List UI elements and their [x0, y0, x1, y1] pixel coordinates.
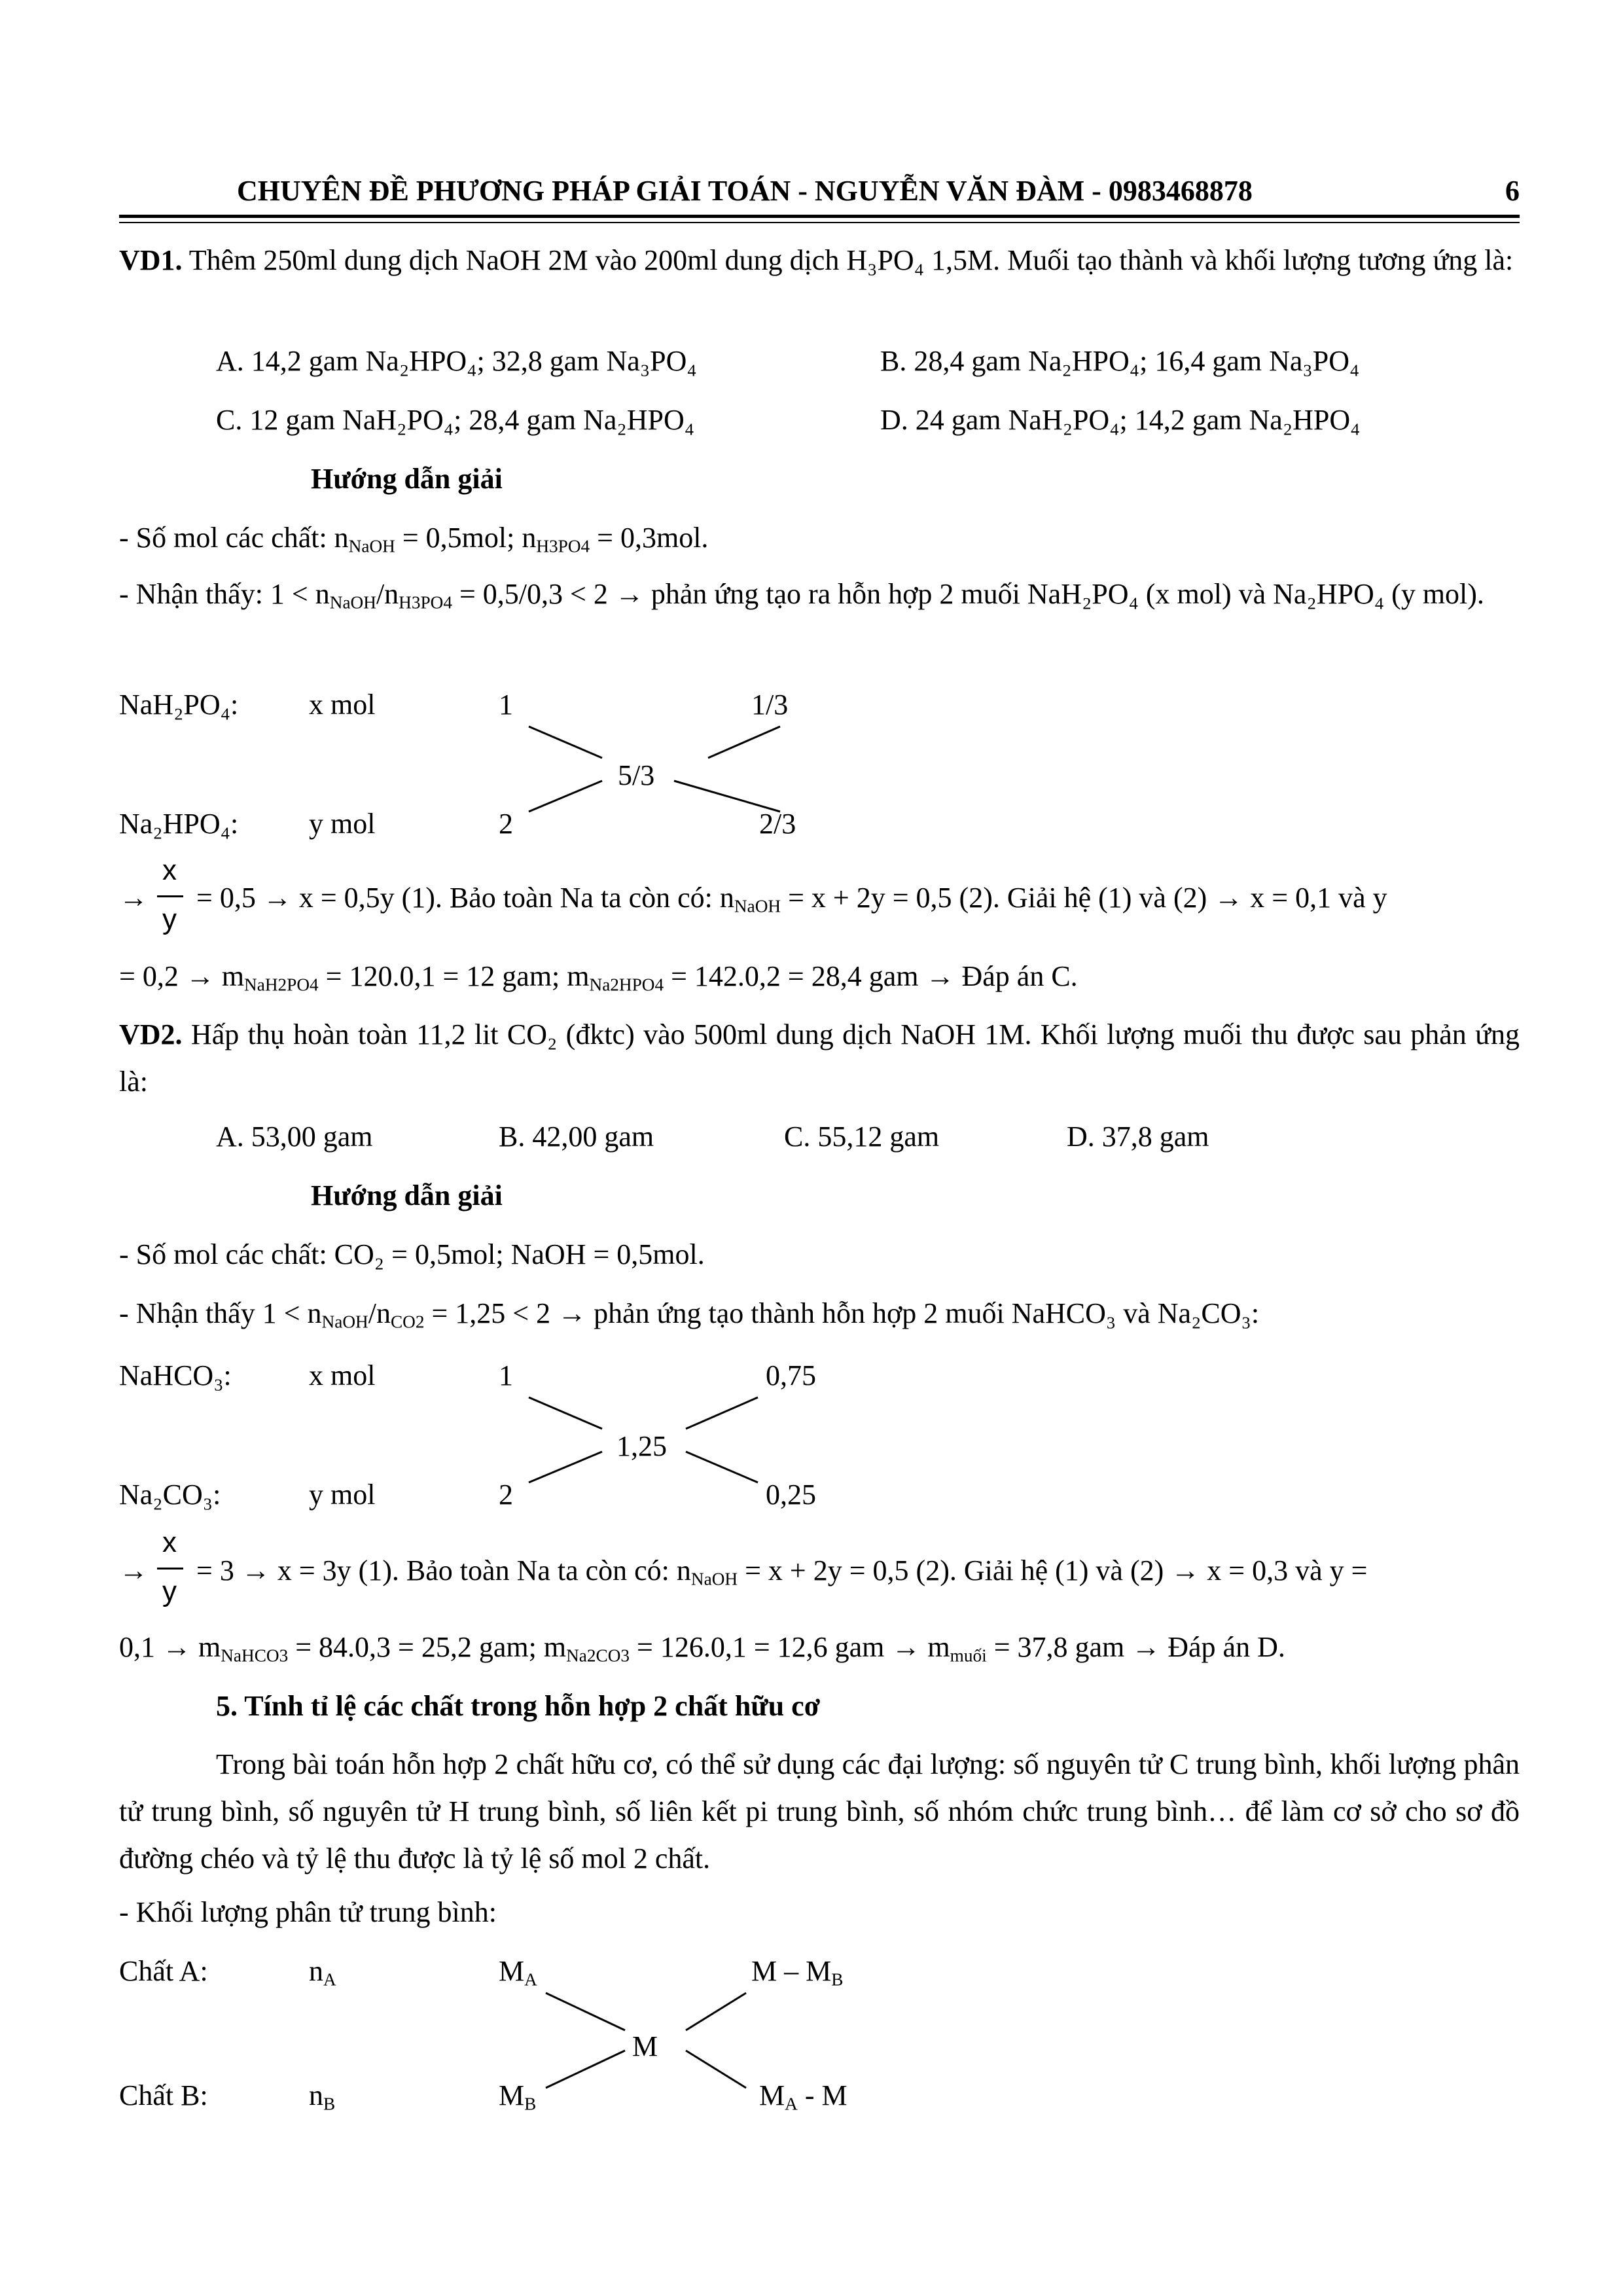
vd1-label: VD1.	[119, 244, 183, 276]
section5-title: 5. Tính tỉ lệ các chất trong hỗn hợp 2 chất hữu cơ	[216, 1690, 821, 1722]
s5-line-top-right	[686, 1993, 746, 2030]
vd1-line-bottom-left	[529, 781, 602, 812]
vd1-bottom-name: Na₂HPO₄:	[119, 808, 239, 840]
vd2-top-diff: 0,75	[766, 1359, 816, 1391]
vd2-option-b: B. 42,00 gam	[499, 1121, 654, 1153]
vd2-line-top-left	[529, 1397, 602, 1429]
vd2-question	[119, 1011, 1520, 1105]
vd1-bottom-diff: 2/3	[759, 808, 796, 840]
s5-center: M	[632, 2030, 658, 2062]
vd2-bottom-mol: y mol	[309, 1479, 376, 1511]
vd1-line1: - Số mol các chất: $n_{NaOH} = 0,5mol$; $n_{H3PO4} = 0,3mol$.	[119, 522, 709, 556]
vd2-bottom-value: 2	[499, 1479, 513, 1511]
vd1-arrow: →	[119, 882, 148, 914]
s5-top-diff: M – $M_B$	[751, 1955, 844, 1990]
vd2-center: 1,25	[616, 1430, 667, 1462]
vd2-option-c: C. 55,12 gam	[784, 1121, 940, 1153]
vd2-option-a: A. 53,00 gam	[216, 1121, 373, 1153]
s5-bottom-diff: $M_A$ - M	[759, 2079, 847, 2114]
vd2-frac-numerator: x	[162, 1526, 177, 1558]
vd2-bottom-diff: 0,25	[766, 1479, 816, 1511]
vd2-option-d: D. 37,8 gam	[1067, 1121, 1209, 1153]
vd2-question-text: Hấp thụ hoàn toàn 11,2 lit CO₂ (đktc) vào 500ml dung dịch NaOH 1M. Khối lượng muối thu được sau phản ứng là:	[119, 1018, 1520, 1098]
vd2-solution-2: $0,1 \to m_{NaHCO3} = 84.0,3 = 25,2$ gam; $m_{Na2CO3} = 126.0,1 = 12,6$ gam → $m_{muối} = 37,8$ gam → Đáp án D.	[119, 1631, 1285, 1666]
vd1-frac-denominator: y	[162, 903, 177, 935]
vd2-line-bottom-left	[529, 1452, 602, 1482]
vd2-top-value: 1	[499, 1359, 513, 1391]
vd2-solution-1: = 3 → x = 3y (1). Bảo toàn Na ta còn có: $n_{NaOH} = x + 2y = 0,5$ (2). Giải hệ (1) và (2) → x = 0,3 và y =	[196, 1554, 1368, 1589]
s5-bottom-mol: $n_B$	[309, 2079, 336, 2114]
vd2-arrow: →	[119, 1554, 148, 1587]
vd1-solution-2: = $0,2 \to m_{NaH2PO4} = 120.0,1 = 12$ gam; $m_{Na2HPO4} = 142.0,2 = 28,4$ gam → Đáp án C.	[119, 960, 1078, 995]
s5-bottom-name: Chất B:	[119, 2079, 208, 2111]
vd1-question-text: Thêm 250ml dung dịch NaOH 2M vào 200ml dung dịch H₃PO₄ 1,5M. Muối tạo thành và khối lượng tương ứng là:	[188, 244, 1514, 276]
s5-top-mol: $n_A$	[309, 1955, 336, 1990]
section5-line: - Khối lượng phân tử trung bình:	[119, 1896, 497, 1928]
vd1-question	[119, 237, 1520, 284]
vd2-line1: - Số mol các chất: CO₂ = 0,5mol; NaOH = 0,5mol.	[119, 1238, 705, 1270]
vd1-top-value: 1	[499, 689, 513, 721]
s5-line-top-left	[546, 1993, 625, 2030]
section5-paragraph: Trong bài toán hỗn hợp 2 chất hữu cơ, có thể sử dụng các đại lượng: số nguyên tử C trung bình, khối lượng phân tử trung bình, số nguyên tử H trung bình, số liên kết pi trung bình, số nhóm chức trung bình… để làm cơ sở cho sơ đồ đường chéo và tỷ lệ thu được là tỷ lệ số mol 2 chất.	[119, 1748, 1520, 1874]
header-title: CHUYÊN ĐỀ PHƯƠNG PHÁP GIẢI TOÁN - NGUYỄN VĂN ĐÀM - 0983468878	[237, 175, 1253, 207]
s5-line-bottom-right	[686, 2051, 746, 2088]
vd2-label: VD2.	[119, 1018, 183, 1050]
vd2-top-mol: x mol	[309, 1359, 376, 1391]
vd2-line-bottom-right	[686, 1452, 758, 1482]
vd1-top-mol: x mol	[309, 689, 376, 721]
vd2-line-top-right	[686, 1397, 758, 1429]
vd1-line-top-right	[708, 726, 780, 758]
vd1-line-top-left	[529, 726, 602, 758]
vd1-option-d: D. 24 gam NaH₂PO₄; 14,2 gam Na₂HPO₄	[880, 404, 1361, 436]
vd1-option-a: A. 14,2 gam Na₂HPO₄; 32,8 gam Na₃PO₄	[216, 345, 697, 377]
vd2-top-name: NaHCO₃:	[119, 1359, 232, 1391]
vd1-frac-numerator: x	[162, 854, 177, 886]
vd1-top-name: NaH₂PO₄:	[119, 689, 239, 721]
vd1-line-bottom-right	[674, 781, 780, 812]
vd1-frac-bar	[157, 895, 183, 897]
vd1-line2: - Nhận thấy: $1 < n_{NaOH}/n_{H3PO4} = 0,5/0,3 < 2$ → phản ứng tạo ra hỗn hợp 2 muối NaH₂PO₄ (x mol) và Na₂HPO₄ (y mol).	[119, 578, 1484, 613]
s5-top-value: $M_A$	[499, 1955, 537, 1990]
vd1-option-b: B. 28,4 gam Na₂HPO₄; 16,4 gam Na₃PO₄	[880, 345, 1360, 377]
vd1-bottom-value: 2	[499, 808, 513, 840]
s5-top-name: Chất A:	[119, 1955, 208, 1987]
vd1-option-c: C. 12 gam NaH₂PO₄; 28,4 gam Na₂HPO₄	[216, 404, 695, 436]
s5-line-bottom-left	[546, 2051, 625, 2088]
vd1-guide-heading: Hướng dẫn giải	[311, 463, 503, 495]
vd1-solution-1: = 0,5 → x = 0,5y (1). Bảo toàn Na ta còn có: $n_{NaOH} = x + 2y = 0,5$ (2). Giải hệ (1) và (2) → x = 0,1 và y	[196, 882, 1387, 916]
vd1-top-diff: 1/3	[751, 689, 789, 721]
vd2-frac-bar	[157, 1568, 183, 1570]
vd2-bottom-name: Na₂CO₃:	[119, 1479, 221, 1511]
vd2-frac-denominator: y	[162, 1575, 177, 1607]
vd2-line2: - Nhận thấy $1 < n_{NaOH}/n_{CO2} = 1,25 < 2$ → phản ứng tạo thành hỗn hợp 2 muối NaHCO₃ và Na₂CO₃:	[119, 1297, 1260, 1332]
s5-bottom-value: $M_B$	[499, 2079, 537, 2114]
page-number: 6	[1505, 175, 1520, 207]
vd1-center: 5/3	[618, 759, 655, 791]
vd2-guide-heading: Hướng dẫn giải	[311, 1179, 503, 1211]
vd1-bottom-mol: y mol	[309, 808, 376, 840]
